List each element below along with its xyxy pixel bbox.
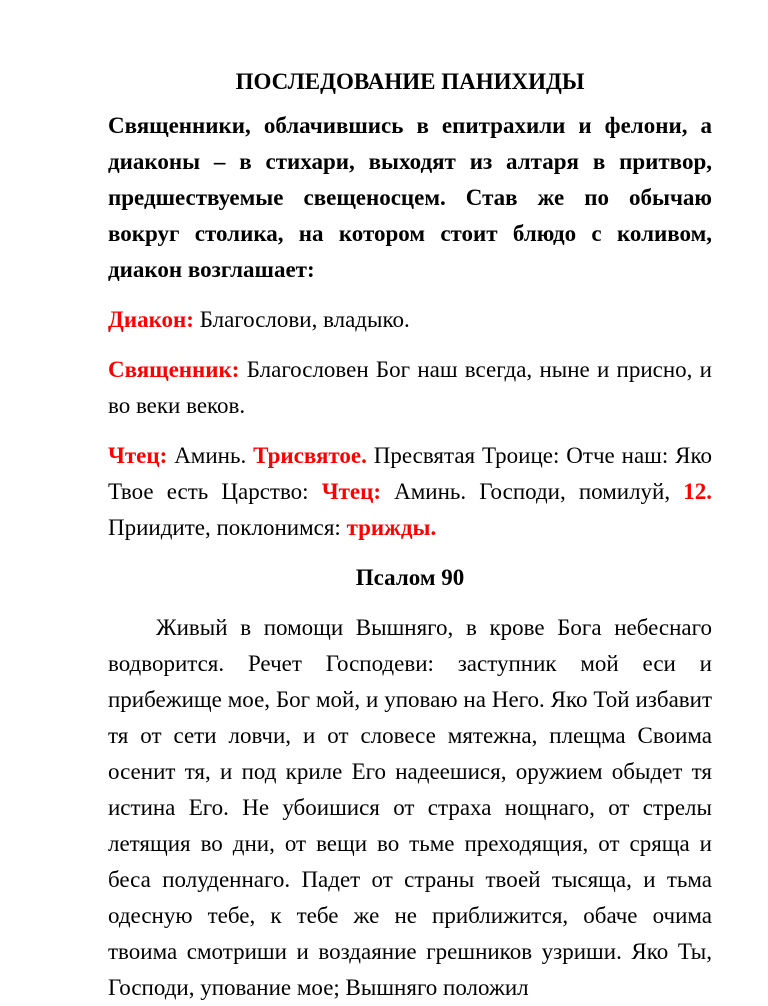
reader-text-1: Аминь. bbox=[167, 443, 254, 468]
deacon-text: Благослови, владыко. bbox=[193, 307, 410, 332]
intro-rubric: Священники, облачившись в епитрахили и фелони, а диаконы – в стихари, выходят из алтаря в притвор, предшествуемые свещеносцем. Став же по обычаю вокруг столика, на котором стоит блюдо с коливом, диакон возглашает: bbox=[108, 113, 712, 282]
reader-role-1: Чтец: bbox=[108, 443, 168, 468]
psalm-text: Живый в помощи Вышняго, в крове Бога небеснаго водворится. Речет Господеви: заступник мой еси и прибежище мое, Бог мой, и уповаю на Него. Яко Той избавит тя от сети ловчи, и от словесе мятежна, плещма Своима осенит тя, и под криле Его надеешися, оружием обыдет тя истина Его. Не убоишися от страха нощнаго, от стрелы летящия во дни, от вещи во тьме преходящия, от сряща и беса полуденнаго. Падет от страны твоей тысяща, и тьма одесную тебе, к тебе же не приближится, обаче очима твоима смотриши и воздаяние грешников узриши. Яко Ты, Господи, упование мое; Вышняго положил bbox=[108, 615, 712, 1000]
reader-role-2: Чтец: bbox=[321, 479, 381, 504]
psalm-heading: Псалом 90 bbox=[355, 565, 465, 590]
document-title: ПОСЛЕДОВАНИЕ ПАНИХИДЫ bbox=[235, 69, 585, 94]
deacon-role: Диакон: bbox=[108, 307, 194, 332]
repeat-count: 12. bbox=[683, 479, 712, 504]
thrice-rubric: трижды. bbox=[346, 515, 437, 540]
reader-text-2: Пресвятая Троице: Отче наш: Яко Твое есть Царство: bbox=[108, 443, 712, 504]
reader-line bbox=[108, 438, 712, 546]
priest-text: Благословен Бог наш всегда, ныне и присно, и во веки веков. bbox=[108, 357, 712, 418]
trisagion-rubric: Трисвятое. bbox=[253, 443, 367, 468]
priest-role: Священник: bbox=[108, 357, 240, 382]
reader-text-3: Аминь. Господи, помилуй, bbox=[380, 479, 684, 504]
priest-line bbox=[108, 352, 712, 424]
deacon-line bbox=[108, 302, 712, 338]
reader-text-4: Приидите, поклонимся: bbox=[108, 515, 347, 540]
